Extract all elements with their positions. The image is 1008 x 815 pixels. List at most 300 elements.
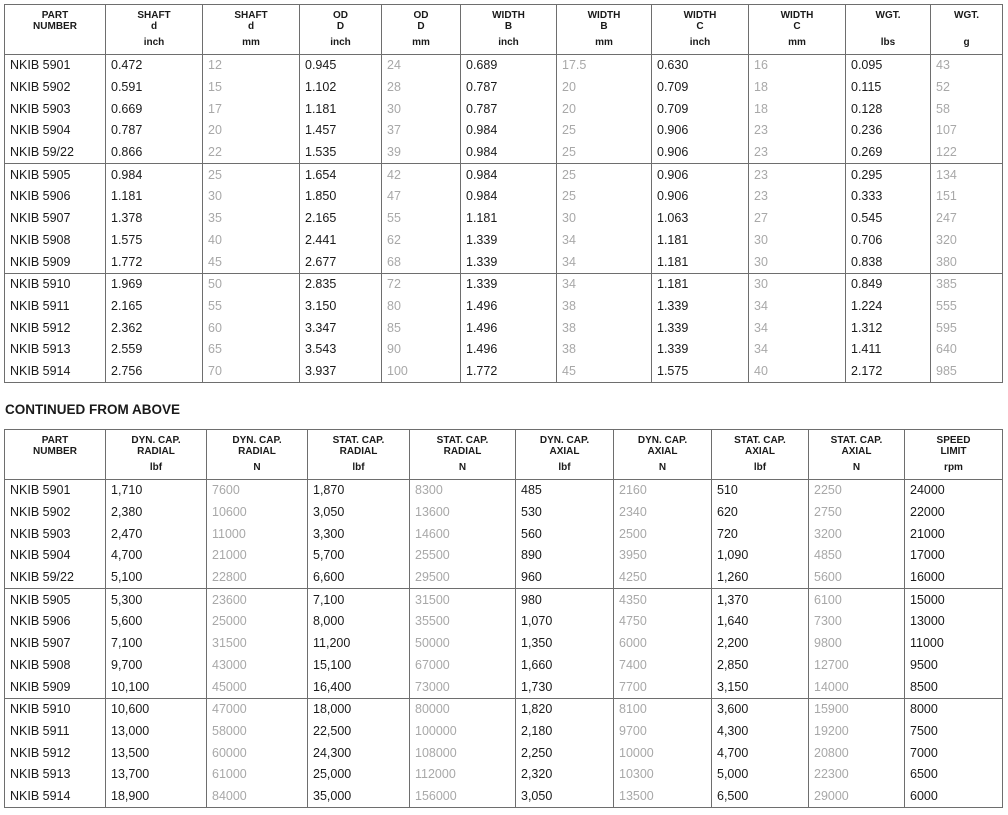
part-number-cell: NKIB 59/22 [5,142,106,164]
value-cell: 1,090 [712,545,809,567]
header-sublabel: AXIAL [745,446,775,457]
value-cell: 0.689 [461,55,557,77]
value-cell: 55 [203,296,300,318]
value-cell: 2,380 [106,502,207,524]
header-sublabel: NUMBER [33,21,77,32]
part-number-cell: NKIB 5909 [5,676,106,698]
table-row [5,742,1003,764]
value-cell: 3,600 [712,698,809,720]
table-row [5,698,1003,720]
part-number-cell: NKIB 5902 [5,77,106,99]
value-cell: 1.181 [461,208,557,230]
value-cell: 1.411 [846,339,931,361]
part-number-cell: NKIB 5905 [5,164,106,186]
part-number-cell: NKIB 5914 [5,786,106,808]
value-cell: 2160 [614,480,712,502]
value-cell: 22000 [905,502,1003,524]
value-cell: 15900 [809,698,905,720]
value-cell: 55 [382,208,461,230]
value-cell: 3,050 [516,786,614,808]
value-cell: 530 [516,502,614,524]
value-cell: 2.677 [300,251,382,273]
header-sublabel: C [696,21,704,32]
value-cell: 17000 [905,545,1003,567]
header-label: WIDTH [492,10,525,21]
header-unit: inch [498,37,519,48]
column-header [5,430,106,480]
value-cell: 100 [382,361,461,383]
header-sublabel: RADIAL [443,446,482,457]
part-number-cell: NKIB 5904 [5,545,106,567]
value-cell: 68 [382,251,461,273]
value-cell: 107 [931,120,1003,142]
value-cell: 4750 [614,611,712,633]
part-number-cell: NKIB 5914 [5,361,106,383]
header-unit [7,462,103,474]
header-unit: lbf [558,462,571,473]
capacity-header-row [5,430,1003,480]
value-cell: 0.236 [846,120,931,142]
value-cell: 43000 [207,655,308,677]
value-cell: 2750 [809,502,905,524]
value-cell: 560 [516,523,614,545]
value-cell: 6000 [614,633,712,655]
value-cell: 58000 [207,721,308,743]
value-cell: 1.575 [652,361,749,383]
value-cell: 2.172 [846,361,931,383]
column-header [516,430,614,480]
value-cell: 1.850 [300,186,382,208]
value-cell: 19200 [809,721,905,743]
value-cell: 5,100 [106,567,207,589]
value-cell: 156000 [410,786,516,808]
value-cell: 1.181 [106,186,203,208]
value-cell: 15000 [905,589,1003,611]
header-sublabel [848,21,928,32]
value-cell: 6,600 [308,567,410,589]
value-cell: 960 [516,567,614,589]
value-cell: 10000 [614,742,712,764]
table-row [5,480,1003,502]
header-label: DYN. CAP. [131,435,181,446]
header-label: STAT. CAP. [830,435,883,446]
header-label: STAT. CAP. [436,435,489,446]
value-cell: 6500 [905,764,1003,786]
value-cell: 1.535 [300,142,382,164]
value-cell: 24000 [905,480,1003,502]
value-cell: 1,730 [516,676,614,698]
column-header [809,430,905,480]
header-label: WGT. [954,10,979,21]
header-unit: lbf [753,462,767,473]
value-cell: 890 [516,545,614,567]
value-cell: 7700 [614,676,712,698]
value-cell: 72 [382,273,461,295]
value-cell: 1.339 [461,230,557,252]
value-cell: 3.937 [300,361,382,383]
value-cell: 28 [382,77,461,99]
table-row [5,655,1003,677]
value-cell: 22300 [809,764,905,786]
value-cell: 1.339 [461,251,557,273]
value-cell: 1.312 [846,317,931,339]
value-cell: 1.181 [300,98,382,120]
header-sublabel: D [417,21,425,32]
value-cell: 2,320 [516,764,614,786]
value-cell: 61000 [207,764,308,786]
value-cell: 595 [931,317,1003,339]
value-cell: 0.984 [461,164,557,186]
header-label: OD [413,10,429,21]
value-cell: 30 [749,273,846,295]
value-cell: 25 [557,164,652,186]
value-cell: 8000 [905,698,1003,720]
value-cell: 380 [931,251,1003,273]
value-cell: 0.849 [846,273,931,295]
header-sublabel: AXIAL [647,446,678,457]
value-cell: 39 [382,142,461,164]
value-cell: 13000 [905,611,1003,633]
value-cell: 1.772 [461,361,557,383]
value-cell: 3200 [809,523,905,545]
value-cell: 80 [382,296,461,318]
value-cell: 38 [557,296,652,318]
value-cell: 2,250 [516,742,614,764]
value-cell: 34 [557,251,652,273]
value-cell: 1.772 [106,251,203,273]
value-cell: 90 [382,339,461,361]
value-cell: 0.906 [652,142,749,164]
value-cell: 23600 [207,589,308,611]
value-cell: 21000 [207,545,308,567]
header-label: STAT. CAP. [734,435,786,446]
header-sublabel: NUMBER [33,446,77,457]
value-cell: 12700 [809,655,905,677]
value-cell: 2340 [614,502,712,524]
header-label: PART [41,10,69,21]
value-cell: 22,500 [308,721,410,743]
value-cell: 22 [203,142,300,164]
table-row [5,361,1003,383]
value-cell: 40 [749,361,846,383]
value-cell: 5,700 [308,545,410,567]
value-cell: 1,370 [712,589,809,611]
value-cell: 1,350 [516,633,614,655]
table-row [5,296,1003,318]
part-number-cell: NKIB 5911 [5,721,106,743]
value-cell: 13500 [614,786,712,808]
value-cell: 7600 [207,480,308,502]
value-cell: 50 [203,273,300,295]
value-cell: 40 [203,230,300,252]
value-cell: 18 [749,77,846,99]
column-header [308,430,410,480]
value-cell: 25 [203,164,300,186]
header-sublabel: B [600,21,608,32]
value-cell: 10,100 [106,676,207,698]
value-cell: 1.496 [461,317,557,339]
value-cell: 0.984 [461,120,557,142]
part-number-cell: NKIB 5904 [5,120,106,142]
column-header [5,5,106,55]
part-number-cell: NKIB 5903 [5,523,106,545]
value-cell: 35,000 [308,786,410,808]
value-cell: 8300 [410,480,516,502]
value-cell: 3.347 [300,317,382,339]
column-header [106,430,207,480]
header-unit: inch [330,37,351,48]
value-cell: 7000 [905,742,1003,764]
value-cell: 35500 [410,611,516,633]
value-cell: 0.838 [846,251,931,273]
value-cell: 112000 [410,764,516,786]
part-number-cell: NKIB 5913 [5,339,106,361]
value-cell: 0.591 [106,77,203,99]
value-cell: 0.095 [846,55,931,77]
column-header [557,5,652,55]
value-cell: 43 [931,55,1003,77]
value-cell: 1.575 [106,230,203,252]
value-cell: 12 [203,55,300,77]
table-row [5,77,1003,99]
header-sublabel: RADIAL [339,446,378,457]
value-cell: 13,500 [106,742,207,764]
value-cell: 24,300 [308,742,410,764]
value-cell: 65 [203,339,300,361]
table-row [5,676,1003,698]
header-label: SHAFT [234,10,268,21]
value-cell: 47 [382,186,461,208]
header-unit: lbf [149,462,163,473]
value-cell: 15,100 [308,655,410,677]
table-row [5,273,1003,295]
value-cell: 0.115 [846,77,931,99]
value-cell: 4250 [614,567,712,589]
value-cell: 0.472 [106,55,203,77]
value-cell: 485 [516,480,614,502]
header-sublabel: d [150,21,158,32]
value-cell: 30 [557,208,652,230]
value-cell: 9700 [614,721,712,743]
value-cell: 620 [712,502,809,524]
value-cell: 45000 [207,676,308,698]
value-cell: 25 [557,120,652,142]
part-number-cell: NKIB 5908 [5,655,106,677]
value-cell: 31500 [410,589,516,611]
value-cell: 0.630 [652,55,749,77]
value-cell: 38 [557,339,652,361]
column-header [905,430,1003,480]
value-cell: 0.866 [106,142,203,164]
header-label: WIDTH [587,10,621,21]
value-cell: 0.706 [846,230,931,252]
value-cell: 25,000 [308,764,410,786]
value-cell: 640 [931,339,1003,361]
value-cell: 11,200 [308,633,410,655]
value-cell: 9800 [809,633,905,655]
value-cell: 62 [382,230,461,252]
value-cell: 2.441 [300,230,382,252]
value-cell: 23 [749,164,846,186]
value-cell: 31500 [207,633,308,655]
header-unit: rpm [944,462,963,473]
value-cell: 5,600 [106,611,207,633]
value-cell: 70 [203,361,300,383]
value-cell: 60 [203,317,300,339]
value-cell: 38 [557,317,652,339]
value-cell: 0.984 [461,186,557,208]
capacity-table [4,429,1003,808]
value-cell: 2,850 [712,655,809,677]
table-row [5,120,1003,142]
value-cell: 29500 [410,567,516,589]
part-number-cell: NKIB 5906 [5,186,106,208]
value-cell: 8500 [905,676,1003,698]
value-cell: 1.496 [461,296,557,318]
value-cell: 1.339 [652,317,749,339]
value-cell: 25000 [207,611,308,633]
value-cell: 0.906 [652,164,749,186]
column-header [461,5,557,55]
value-cell: 151 [931,186,1003,208]
value-cell: 0.906 [652,120,749,142]
value-cell: 4,300 [712,721,809,743]
header-unit: inch [143,37,165,48]
value-cell: 510 [712,480,809,502]
value-cell: 30 [203,186,300,208]
value-cell: 1.224 [846,296,931,318]
value-cell: 2.559 [106,339,203,361]
value-cell: 23 [749,186,846,208]
value-cell: 15 [203,77,300,99]
header-unit: mm [242,37,260,48]
value-cell: 2,200 [712,633,809,655]
value-cell: 2,470 [106,523,207,545]
value-cell: 1.063 [652,208,749,230]
value-cell: 7500 [905,721,1003,743]
value-cell: 385 [931,273,1003,295]
value-cell: 20800 [809,742,905,764]
value-cell: 1.969 [106,273,203,295]
part-number-cell: NKIB 5910 [5,273,106,295]
value-cell: 0.984 [461,142,557,164]
value-cell: 555 [931,296,1003,318]
value-cell: 0.545 [846,208,931,230]
column-header [410,430,516,480]
value-cell: 720 [712,523,809,545]
value-cell: 0.128 [846,98,931,120]
value-cell: 24 [382,55,461,77]
value-cell: 1,820 [516,698,614,720]
value-cell: 0.906 [652,186,749,208]
part-number-cell: NKIB 5913 [5,764,106,786]
value-cell: 0.709 [652,98,749,120]
value-cell: 1.496 [461,339,557,361]
value-cell: 1,070 [516,611,614,633]
value-cell: 73000 [410,676,516,698]
value-cell: 25500 [410,545,516,567]
value-cell: 2.165 [300,208,382,230]
part-number-cell: NKIB 5907 [5,633,106,655]
value-cell: 0.787 [461,98,557,120]
header-unit: mm [788,37,806,48]
value-cell: 2.165 [106,296,203,318]
value-cell: 0.945 [300,55,382,77]
value-cell: 34 [557,230,652,252]
dimensions-header-row [5,5,1003,55]
value-cell: 7300 [809,611,905,633]
value-cell: 2.835 [300,273,382,295]
value-cell: 50000 [410,633,516,655]
value-cell: 67000 [410,655,516,677]
value-cell: 27 [749,208,846,230]
value-cell: 17 [203,98,300,120]
value-cell: 20 [203,120,300,142]
value-cell: 1.339 [652,339,749,361]
column-header [652,5,749,55]
value-cell: 23 [749,142,846,164]
header-sublabel: RADIAL [238,446,276,457]
value-cell: 9,700 [106,655,207,677]
value-cell: 10,600 [106,698,207,720]
value-cell: 5600 [809,567,905,589]
value-cell: 1.339 [652,296,749,318]
value-cell: 3.543 [300,339,382,361]
value-cell: 14600 [410,523,516,545]
header-unit [7,37,103,49]
value-cell: 58 [931,98,1003,120]
part-number-cell: NKIB 5912 [5,317,106,339]
header-unit: N [852,462,861,473]
part-number-cell: NKIB 5908 [5,230,106,252]
part-number-cell: NKIB 5903 [5,98,106,120]
value-cell: 247 [931,208,1003,230]
value-cell: 0.787 [106,120,203,142]
table-row [5,611,1003,633]
column-header [749,5,846,55]
value-cell: 0.269 [846,142,931,164]
value-cell: 1,660 [516,655,614,677]
value-cell: 52 [931,77,1003,99]
column-header [106,5,203,55]
value-cell: 6,500 [712,786,809,808]
part-number-cell: NKIB 59/22 [5,567,106,589]
value-cell: 30 [382,98,461,120]
value-cell: 5,000 [712,764,809,786]
value-cell: 108000 [410,742,516,764]
section-title: CONTINUED FROM ABOVE [5,402,180,417]
part-number-cell: NKIB 5906 [5,611,106,633]
part-number-cell: NKIB 5907 [5,208,106,230]
header-unit: mm [412,37,430,48]
value-cell: 17.5 [557,55,652,77]
part-number-cell: NKIB 5912 [5,742,106,764]
column-header [382,5,461,55]
value-cell: 2,180 [516,721,614,743]
value-cell: 37 [382,120,461,142]
value-cell: 45 [557,361,652,383]
part-number-cell: NKIB 5910 [5,698,106,720]
value-cell: 13,000 [106,721,207,743]
table-row [5,545,1003,567]
part-number-cell: NKIB 5911 [5,296,106,318]
value-cell: 80000 [410,698,516,720]
value-cell: 42 [382,164,461,186]
value-cell: 9500 [905,655,1003,677]
table-row [5,251,1003,273]
value-cell: 10600 [207,502,308,524]
value-cell: 134 [931,164,1003,186]
